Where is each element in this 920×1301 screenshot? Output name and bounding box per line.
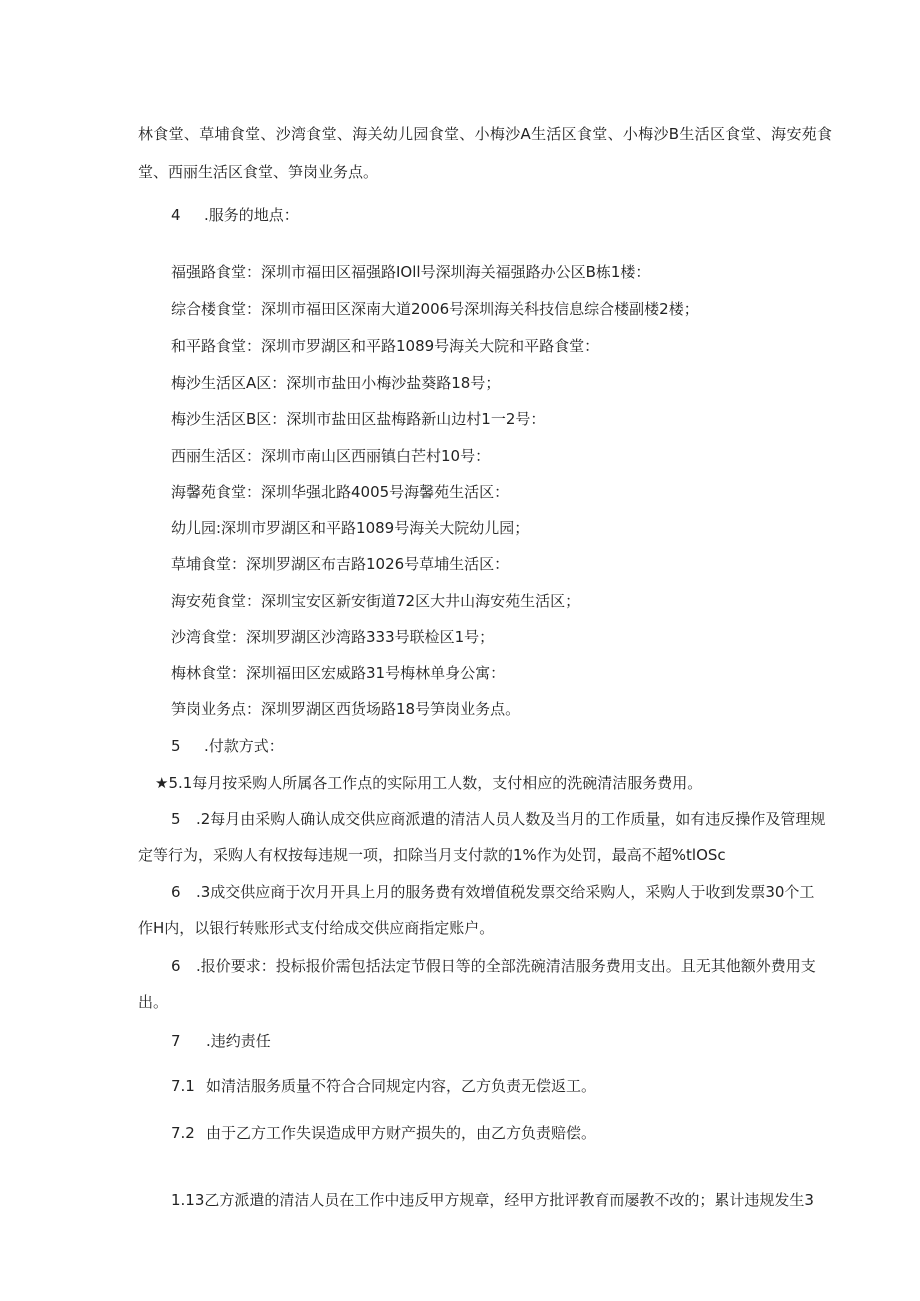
section-6-line-2: 出。 bbox=[138, 993, 169, 1011]
location-item: 海馨苑食堂：深圳华强北路4005号海馨苑生活区： bbox=[171, 483, 510, 501]
clause-5-2-number: 5 bbox=[171, 810, 181, 828]
clause-7-1-text: 如清洁服务质量不符合合同规定内容，乙方负责无偿返工。 bbox=[206, 1077, 597, 1095]
section-7-title: .违约责任 bbox=[206, 1032, 271, 1050]
clause-5-3-line-2: 作H内，以银行转账形式支付给成交供应商指定账户。 bbox=[138, 919, 495, 937]
location-item: 幼儿园:深圳市罗湖区和平路1089号海关大院幼儿园； bbox=[171, 519, 530, 537]
location-item: 和平路食堂：深圳市罗湖区和平路1089号海关大院和平路食堂： bbox=[171, 337, 600, 355]
clause-5-1: ★5.1每月按采购人所属各工作点的实际用工人数，支付相应的洗碗清洁服务费用。 bbox=[155, 774, 703, 792]
location-item: 沙湾食堂：深圳罗湖区沙湾路333号联检区1号； bbox=[171, 628, 495, 646]
clause-5-3-number: 6 bbox=[171, 883, 181, 901]
location-item: 草埔食堂：深圳罗湖区布吉路1026号草埔生活区： bbox=[171, 555, 510, 573]
section-6-number: 6 bbox=[171, 957, 181, 975]
clause-5-2-line-1: .2每月由采购人确认成交供应商派遣的清洁人员人数及当月的工作质量，如有违反操作及管理规 bbox=[196, 810, 826, 828]
location-item: 笋岗业务点：深圳罗湖区西货场路18号笋岗业务点。 bbox=[171, 700, 521, 718]
clause-5-3-line-1: .3成交供应商于次月开具上月的服务费有效增值税发票交给采购人，采购人于收到发票30个工 bbox=[196, 883, 815, 901]
section-7-number: 7 bbox=[171, 1032, 181, 1050]
location-item: 综合楼食堂：深圳市福田区深南大道2006号深圳海关科技信息综合楼副楼2楼； bbox=[171, 300, 699, 318]
clause-7-2-text: 由于乙方工作失误造成甲方财产损失的，由乙方负责赔偿。 bbox=[206, 1124, 597, 1142]
location-item: 海安苑食堂：深圳宝安区新安街道72区大井山海安苑生活区； bbox=[171, 592, 581, 610]
location-item: 梅沙生活区A区：深圳市盐田小梅沙盐葵路18号； bbox=[171, 374, 501, 392]
clause-7-3: 1.13乙方派遣的清洁人员在工作中违反甲方规章，经甲方批评教育而屡教不改的；累计违规发生3 bbox=[171, 1191, 814, 1209]
intro-line-2: 堂、西丽生活区食堂、笋岗业务点。 bbox=[138, 163, 379, 181]
location-item: 福强路食堂：深圳市福田区福强路IOll号深圳海关福强路办公区B栋1楼： bbox=[171, 263, 651, 281]
location-item: 西丽生活区：深圳市南山区西丽镇白芒村10号： bbox=[171, 447, 491, 465]
clause-7-2-number: 7.2 bbox=[171, 1124, 195, 1142]
section-4-number: 4 bbox=[171, 206, 181, 224]
location-item: 梅林食堂：深圳福田区宏威路31号梅林单身公寓： bbox=[171, 664, 506, 682]
clause-5-2-line-2: 定等行为，采购人有权按每违规一项，扣除当月支付款的1%作为处罚，最高不超%tlOSc bbox=[138, 846, 726, 864]
section-4-title: .服务的地点： bbox=[204, 206, 299, 224]
location-item: 梅沙生活区B区：深圳市盐田区盐梅路新山边村1一2号： bbox=[171, 410, 546, 428]
clause-7-1-number: 7.1 bbox=[171, 1077, 195, 1095]
section-5-title: .付款方式： bbox=[204, 737, 284, 755]
intro-line-1: 林食堂、草埔食堂、沙湾食堂、海关幼儿园食堂、小梅沙A生活区食堂、小梅沙B生活区食堂、海安苑食 bbox=[138, 125, 833, 143]
section-6-line-1: .报价要求：投标报价需包括法定节假日等的全部洗碗清洁服务费用支出。且无其他额外费用支 bbox=[196, 957, 816, 975]
section-5-number: 5 bbox=[171, 737, 181, 755]
